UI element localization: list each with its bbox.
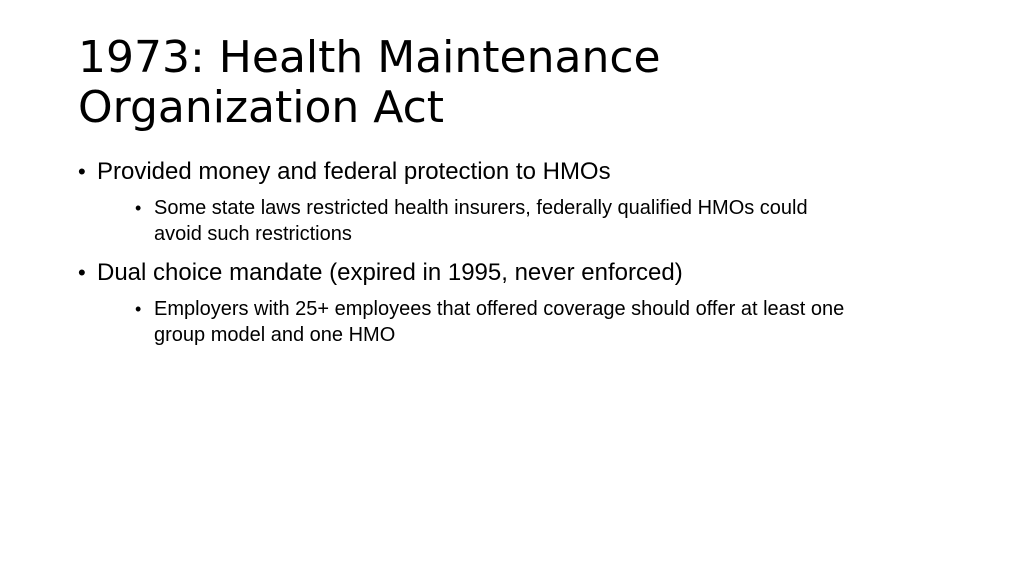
slide-title <box>78 33 958 133</box>
bullet-text: Dual choice mandate (expired in 1995, never enforced) <box>97 259 683 286</box>
sub-bullet-text-line-2: group model and one HMO <box>154 324 396 346</box>
sub-bullet-text-line-2: avoid such restrictions <box>154 223 352 245</box>
sub-bullet-text-line-1: Some state laws restricted health insurers, federally qualified HMOs could <box>154 197 808 219</box>
sub-bullet-dot-icon: • <box>135 299 142 319</box>
bullet-text: Provided money and federal protection to HMOs <box>97 158 611 185</box>
slide-body <box>78 156 958 358</box>
bullet-dot-icon: • <box>78 260 86 285</box>
bullet-item <box>78 156 958 188</box>
bullet-dot-icon: • <box>78 159 86 184</box>
sub-bullet-item <box>135 195 974 247</box>
slide-title-line-1: 1973: Health Maintenance <box>78 32 661 83</box>
sub-bullet-dot-icon: • <box>135 198 142 218</box>
sub-bullet-text-line-1: Employers with 25+ employees that offered coverage should offer at least one <box>154 298 845 320</box>
sub-bullet-item <box>135 296 974 348</box>
bullet-item <box>78 257 958 289</box>
slide-title-line-2: Organization Act <box>78 82 445 133</box>
